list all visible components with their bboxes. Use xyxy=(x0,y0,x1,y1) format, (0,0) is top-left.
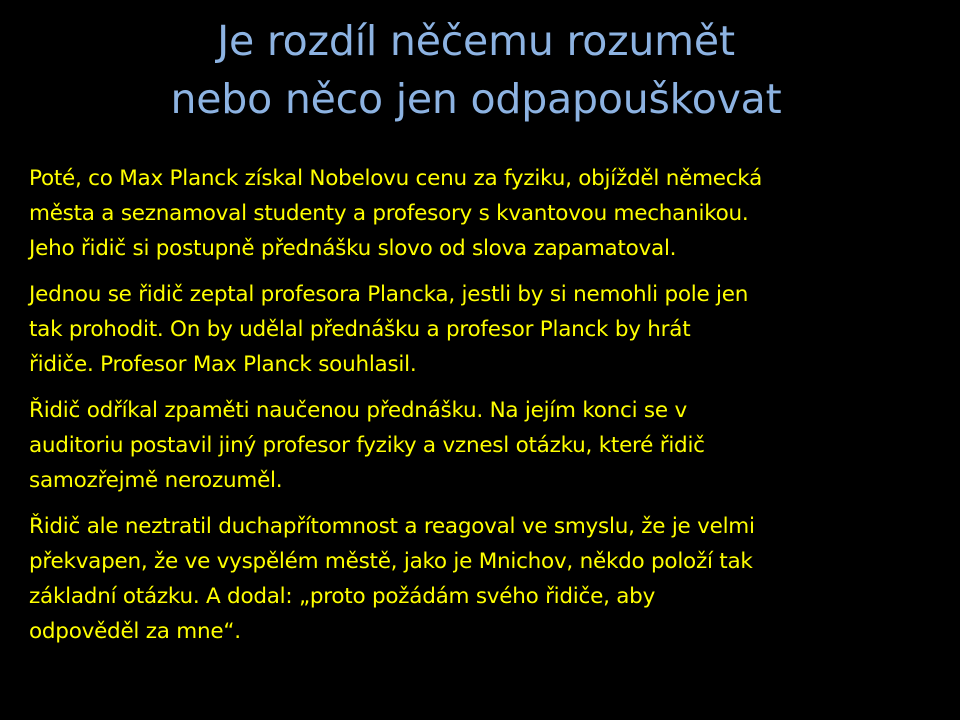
paragraph-3 xyxy=(29,393,939,498)
title-line-1: Je rozdíl něčemu rozumět xyxy=(217,17,735,65)
paragraph-line: řidiče. Profesor Max Planck souhlasil. xyxy=(29,352,417,377)
paragraph-line: odpověděl za mne“. xyxy=(29,619,241,644)
paragraph-line: Řidič ale neztratil duchapřítomnost a reagoval ve smyslu, že je velmi xyxy=(29,514,755,539)
paragraph-line: auditoriu postavil jiný profesor fyziky a vznesl otázku, které řidič xyxy=(29,433,705,458)
paragraph-line: Poté, co Max Planck získal Nobelovu cenu za fyziku, objížděl německá xyxy=(29,166,763,191)
paragraph-line: Jeho řidič si postupně přednášku slovo od slova zapamatoval. xyxy=(29,236,677,261)
paragraph-line: překvapen, že ve vyspělém městě, jako je Mnichov, někdo položí tak xyxy=(29,549,753,574)
paragraph-1 xyxy=(29,161,939,266)
paragraph-line: základní otázku. A dodal: „proto požádám svého řidiče, aby xyxy=(29,584,656,609)
paragraph-line: tak prohodit. On by udělal přednášku a profesor Planck by hrát xyxy=(29,317,691,342)
title-line-2: nebo něco jen odpapouškovat xyxy=(170,75,782,123)
slide-title xyxy=(0,12,952,128)
paragraph-line: města a seznamoval studenty a profesory s kvantovou mechanikou. xyxy=(29,201,749,226)
slide-body xyxy=(29,161,939,660)
paragraph-line: Řidič odříkal zpaměti naučenou přednášku. Na jejím konci se v xyxy=(29,398,687,423)
paragraph-2 xyxy=(29,277,939,382)
paragraph-line: samozřejmě nerozuměl. xyxy=(29,468,283,493)
paragraph-4 xyxy=(29,509,939,649)
paragraph-line: Jednou se řidič zeptal profesora Plancka, jestli by si nemohli pole jen xyxy=(29,282,749,307)
